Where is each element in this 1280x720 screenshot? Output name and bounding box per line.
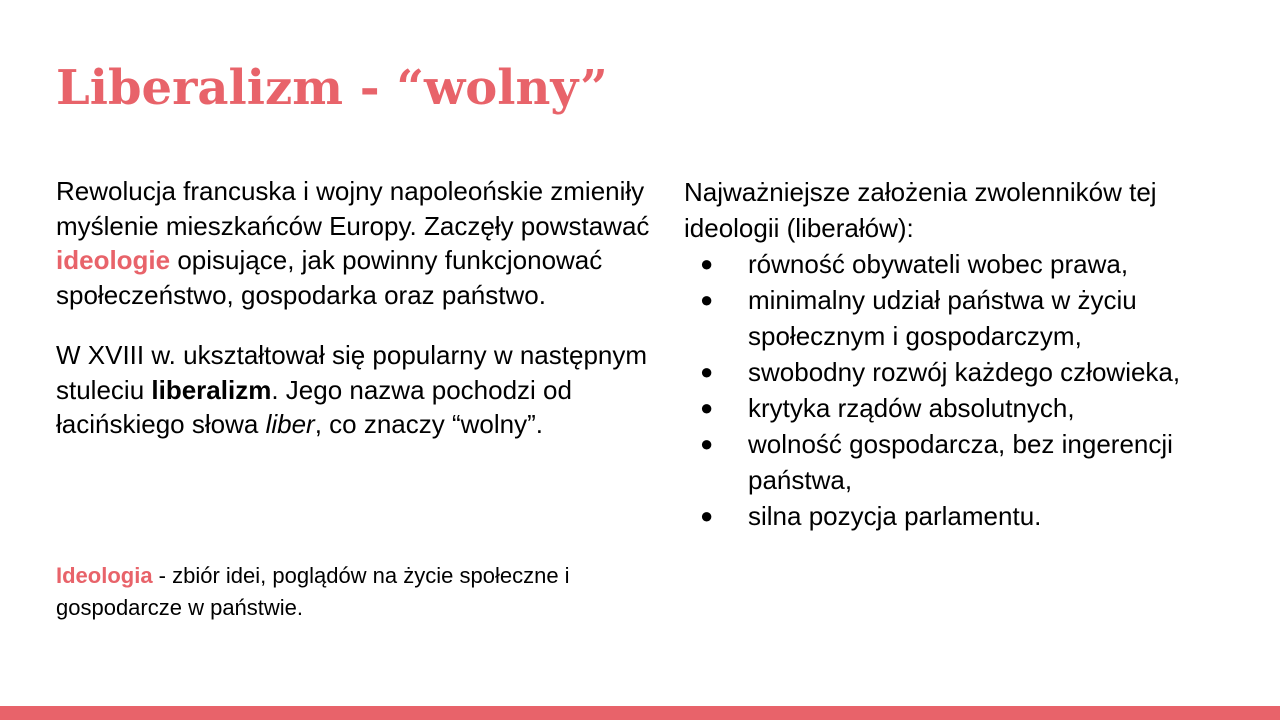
list-item bbox=[684, 354, 1244, 390]
bullet-icon: ● bbox=[700, 431, 714, 456]
definition-term: Ideologia bbox=[56, 563, 153, 588]
intro-text-1: Rewolucja francuska i wojny napoleońskie zmieniły myślenie mieszkańców Europy. Zaczęły powstawać bbox=[56, 176, 650, 241]
liber-word: liber bbox=[265, 409, 315, 439]
list-item-text: równość obywateli wobec prawa, bbox=[748, 249, 1129, 279]
list-item-text: wolność gospodarcza, bez ingerencji państwa, bbox=[748, 429, 1173, 495]
liberalism-term: liberalizm bbox=[151, 374, 272, 405]
bottom-accent-bar bbox=[0, 706, 1280, 720]
principles-intro: Najważniejsze założenia zwolenników tej ideologii (liberałów): bbox=[684, 177, 1157, 243]
ideology-definition bbox=[56, 560, 616, 624]
left-column bbox=[56, 174, 656, 442]
list-item-text: silna pozycja parlamentu. bbox=[748, 501, 1042, 531]
principles-list bbox=[684, 246, 1244, 534]
liberalism-text-1: W XVIII w. ukształtował się popularny w następnym stuleciu bbox=[56, 340, 648, 405]
list-item-text: swobodny rozwój każdego człowieka, bbox=[748, 357, 1181, 387]
bullet-icon: ● bbox=[700, 287, 714, 312]
bullet-icon: ● bbox=[700, 503, 714, 528]
ideologie-highlight: ideologie bbox=[56, 245, 171, 275]
list-item bbox=[684, 390, 1244, 426]
intro-text-2: opisujące, jak powinny funkcjonować społeczeństwo, gospodarka oraz państwo. bbox=[56, 245, 603, 310]
bullet-icon: ● bbox=[700, 251, 714, 276]
list-item bbox=[684, 282, 1244, 354]
liberalism-text-3: , co znaczy “wolny”. bbox=[314, 409, 543, 439]
definition-text: - zbiór idei, poglądów na życie społeczne i gospodarcze w państwie. bbox=[56, 563, 570, 620]
list-item-text: krytyka rządów absolutnych, bbox=[748, 393, 1075, 423]
liberalism-text-2: . Jego nazwa pochodzi od łacińskiego słowa bbox=[56, 374, 572, 439]
intro-paragraph bbox=[56, 174, 656, 312]
list-item bbox=[684, 246, 1244, 282]
right-column bbox=[684, 174, 1244, 534]
bullet-icon: ● bbox=[700, 395, 714, 420]
slide-title: Liberalizm - “wolny” bbox=[56, 60, 608, 116]
bullet-icon: ● bbox=[700, 359, 714, 384]
liberalism-paragraph bbox=[56, 338, 656, 442]
list-item bbox=[684, 498, 1244, 534]
list-item-text: minimalny udział państwa w życiu społecznym i gospodarczym, bbox=[748, 285, 1137, 351]
list-item bbox=[684, 426, 1244, 498]
